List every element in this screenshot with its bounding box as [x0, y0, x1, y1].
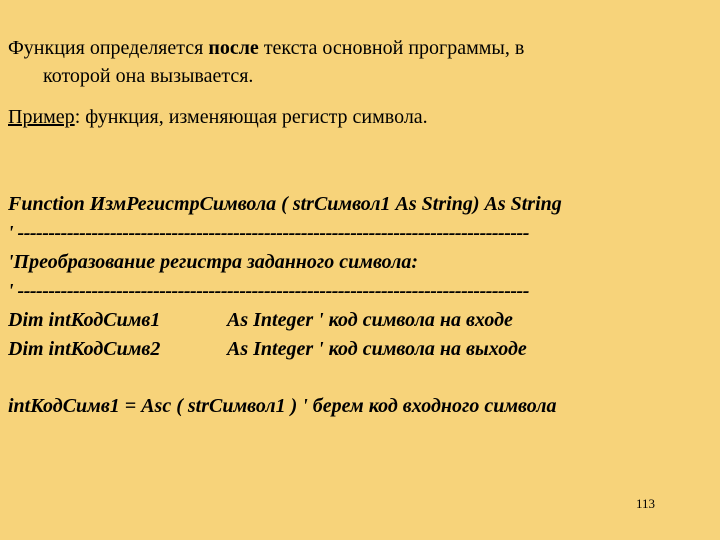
code-dim-line-2: [8, 335, 708, 364]
code-separator-1: ' -----------------------------------------------------------------------------------: [8, 222, 529, 244]
example-label: Пример: [8, 106, 75, 128]
example-text: : функция, изменяющая регистр символа.: [74, 106, 428, 128]
dim1-type: As Integer ' код символа на входе: [227, 309, 513, 331]
dim1-declaration: Dim intКодСимв1: [8, 309, 161, 331]
code-function-line: Function ИзмРегистрСимвола ( strСимвол1 As String) As String: [8, 193, 562, 215]
code-dim-line-1: [8, 306, 708, 335]
dim2-declaration: Dim intКодСимв2: [8, 338, 161, 360]
page-number: 113: [636, 496, 656, 511]
intro-line-2: которой она вызывается.: [43, 65, 254, 87]
example-line: [8, 104, 688, 130]
code-comment-line: 'Преобразование регистра заданного символа:: [8, 251, 419, 273]
intro-text-2: текста основной программы, в: [258, 37, 525, 59]
code-separator-2: ' -----------------------------------------------------------------------------------: [8, 280, 529, 302]
code-assign-line: intКодСимв1 = Asc ( strСимвол1 ) ' берем код входного символа: [8, 395, 557, 417]
intro-bold-word: после: [208, 37, 259, 59]
intro-text-1: Функция определяется: [8, 37, 209, 59]
intro-line-1: [8, 34, 688, 62]
intro-paragraph: [8, 34, 688, 90]
code-block: [8, 190, 708, 364]
dim2-type: As Integer ' код символа на выходе: [227, 338, 527, 360]
